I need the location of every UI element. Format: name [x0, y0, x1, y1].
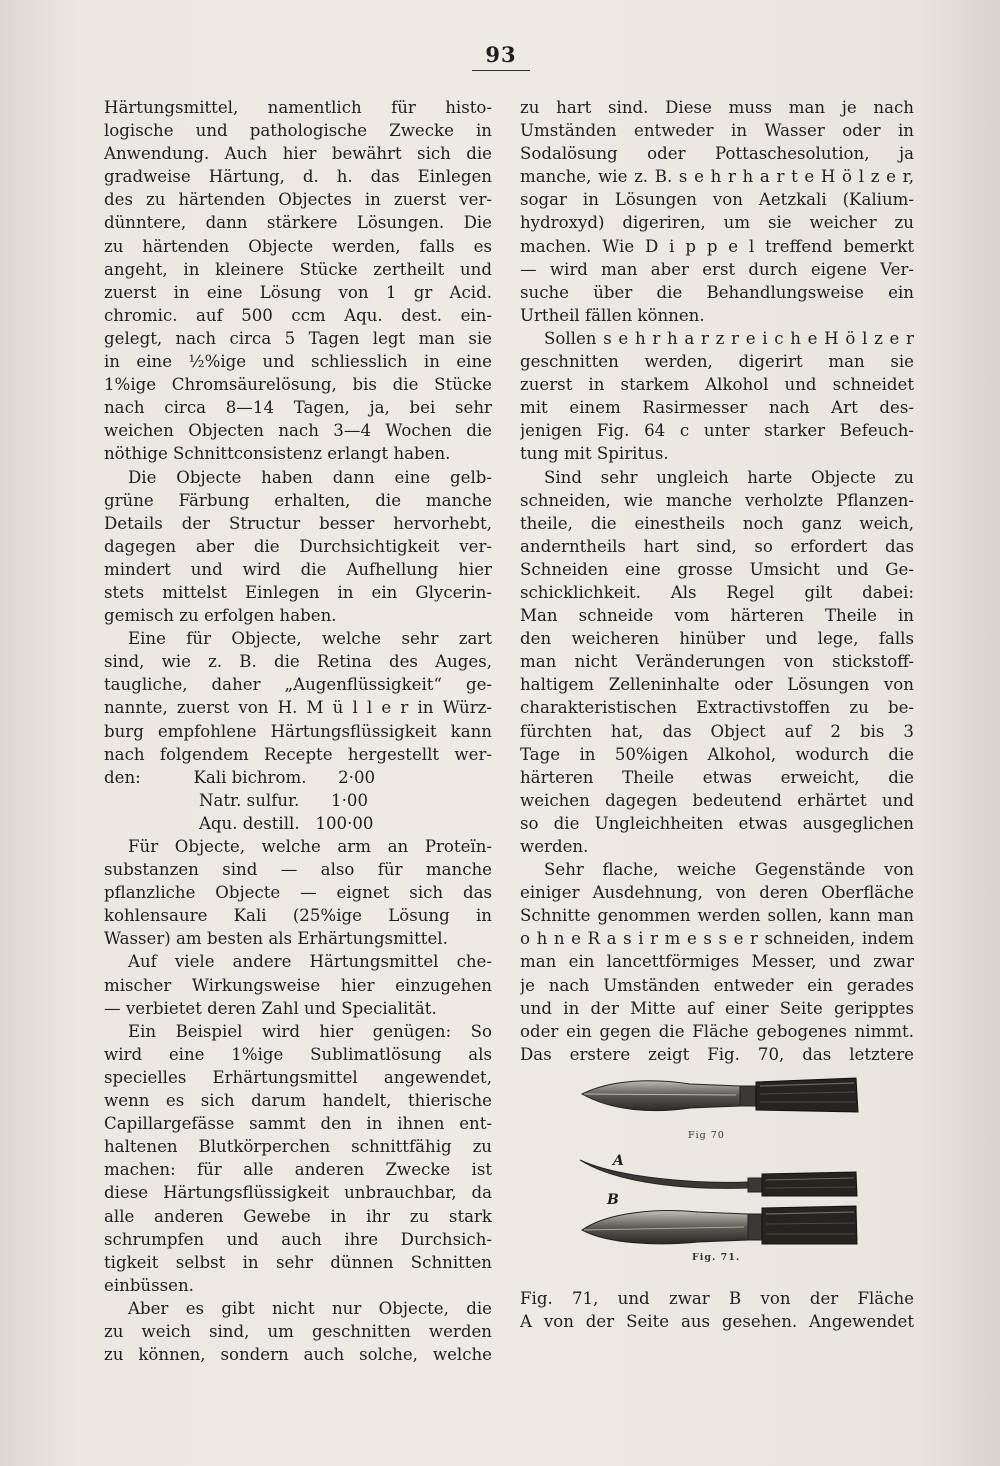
text-line: gemisch zu erfolgen haben. [104, 606, 337, 626]
text-line: angeht, in kleinere Stücke zertheilt und [104, 259, 492, 279]
text-line: diese Härtungsflüssigkeit unbrauchbar, da [104, 1183, 492, 1203]
text-line: nannte, zuerst von H. M ü l l e r in Würz- [104, 698, 492, 718]
right-column [520, 96, 914, 1066]
text-line: theile, die einestheils noch ganz weich, [520, 513, 914, 533]
text-line: nach circa 8—14 Tagen, ja, bei sehr [104, 398, 492, 418]
text-line: Fig. 71, und zwar B von der Fläche [520, 1289, 914, 1308]
figure-71-curved-knife [578, 1152, 860, 1248]
figure-71-label-b: B [607, 1192, 619, 1208]
figure-71-caption: Fig. 71. [692, 1252, 741, 1263]
text-line: oder ein gegen die Fläche gebogenes nimmt. [520, 1021, 914, 1041]
text-line: so die Ungleichheiten etwas ausgeglichen [520, 813, 914, 833]
text-line: sogar in Lösungen von Aetzkali (Kalium- [520, 190, 914, 210]
text-line: machen: für alle anderen Zwecke ist [104, 1160, 492, 1180]
text-line: schrumpfen und auch ihre Durchsich- [104, 1229, 492, 1249]
text-line: Das erstere zeigt Fig. 70, das letztere [520, 1044, 914, 1064]
text-line: anderntheils hart sind, so erfordert das [520, 536, 914, 556]
text-line: dagegen aber die Durchsichtigkeit ver- [104, 536, 492, 556]
text-line: fürchten hat, das Object auf 2 bis 3 [520, 721, 914, 741]
text-line: zuerst in eine Lösung von 1 gr Acid. [104, 282, 492, 302]
text-line: Sollen s e h r h a r z r e i c h e H ö l z e r [544, 328, 914, 348]
text-line: zu härtenden Objecte werden, falls es [104, 236, 492, 256]
text-line: haltigem Zelleninhalte oder Lösungen von [520, 675, 914, 695]
text-line: weichen Objecten nach 3—4 Wochen die [104, 421, 492, 441]
text-line: zu hart sind. Diese muss man je nach [520, 98, 914, 117]
text-line: schneiden, wie manche verholzte Pflanzen- [520, 490, 914, 510]
text-line: gradweise Härtung, d. h. das Einlegen [104, 167, 492, 187]
text-line: in eine ½%ige und schliesslich in eine [104, 352, 492, 372]
text-line: charakteristischen Extractivstoffen zu be- [520, 698, 914, 718]
text-line: Sodalösung oder Pottaschesolution, ja [520, 144, 914, 164]
text-line: Tage in 50%igen Alkohol, wodurch die [520, 744, 914, 764]
text-line: specielles Erhärtungsmittel angewendet, [104, 1067, 492, 1087]
text-line: — verbietet deren Zahl und Specialität. [104, 998, 437, 1018]
left-column [104, 96, 492, 1366]
text-line: Anwendung. Auch hier bewährt sich die [104, 144, 492, 164]
figure-70-caption: Fig 70 [688, 1130, 725, 1141]
text-line: Eine für Objecte, welche sehr zart [128, 629, 492, 649]
text-line: Aber es gibt nicht nur Objecte, die [128, 1298, 492, 1318]
text-line: einbüssen. [104, 1275, 194, 1295]
text-line: Die Objecte haben dann eine gelb- [128, 467, 492, 487]
text-line: logische und pathologische Zwecke in [104, 121, 492, 141]
text-line: Ein Beispiel wird hier genügen: So [128, 1021, 492, 1041]
text-line: mit einem Rasirmesser nach Art des- [520, 398, 914, 418]
text-line: substanzen sind — also für manche [104, 860, 492, 880]
text-line: Härtungsmittel, namentlich für histo- [104, 98, 492, 117]
text-line: chromic. auf 500 ccm Aqu. dest. ein- [104, 305, 492, 325]
text-line: jenigen Fig. 64 c unter starker Befeuch- [520, 421, 914, 441]
right-column-after-figures [520, 1287, 914, 1333]
text-line: zu weich sind, um geschnitten werden [104, 1321, 492, 1341]
text-line: stets mittelst Einlegen in ein Glycerin- [104, 582, 492, 602]
text-line: haltenen Blutkörperchen schnittfähig zu [104, 1137, 492, 1157]
text-line: man ein lancettförmiges Messer, und zwar [520, 952, 914, 972]
text-line: sind, wie z. B. die Retina des Auges, [104, 652, 492, 672]
text-line: werden. [520, 837, 589, 856]
text-line: zuerst in starkem Alkohol und schneidet [520, 375, 914, 395]
text-line: härteren Theile etwas erweicht, die [520, 767, 914, 787]
text-line: nöthige Schnittconsistenz erlangt haben. [104, 444, 451, 464]
text-line: Sehr flache, weiche Gegenstände von [544, 860, 914, 880]
text-line: Capillargefässe sammt den in ihnen ent- [104, 1114, 492, 1134]
text-line: Man schneide vom härteren Theile in [520, 606, 914, 626]
text-line: hydroxyd) digeriren, um sie weicher zu [520, 213, 914, 233]
text-line: wird eine 1%ige Sublimatlösung als [104, 1044, 492, 1064]
text-line: Wasser) am besten als Erhärtungsmittel. [104, 929, 448, 949]
text-line: alle anderen Gewebe in ihr zu stark [104, 1206, 492, 1226]
text-line: Auf viele andere Härtungsmittel che- [128, 952, 492, 972]
text-line: o h n e R a s i r m e s s e r schneiden, indem [520, 929, 914, 949]
text-line: je nach Umständen entweder ein gerades [520, 975, 914, 995]
text-line: taugliche, daher „Augenflüssigkeit“ ge- [104, 675, 492, 695]
text-line: den weicheren hinüber und lege, falls [520, 629, 914, 649]
text-line: gelegt, nach circa 5 Tagen legt man sie [104, 328, 492, 348]
text-line: manche, wie z. B. s e h r h a r t e H ö l z e r, [520, 167, 914, 187]
text-line: schicklichkeit. Als Regel gilt dabei: [520, 582, 914, 602]
text-line: Natr. sulfur. 1·00 [104, 790, 368, 810]
text-line: Aqu. destill. 100·00 [104, 813, 374, 833]
figure-70-lancet-knife [580, 1072, 860, 1120]
text-line: geschnitten werden, digerirt man sie [520, 352, 914, 372]
text-line: mindert und wird die Aufhellung hier [104, 559, 492, 579]
text-line: suche über die Behandlungsweise ein [520, 282, 914, 302]
text-line: Details der Structur besser hervorhebt, [104, 513, 492, 533]
text-line: 1%ige Chromsäurelösung, bis die Stücke [104, 375, 492, 395]
text-line: Urtheil fällen können. [520, 305, 705, 325]
text-line: Sind sehr ungleich harte Objecte zu [544, 467, 914, 487]
text-line: Schnitte genommen werden sollen, kann man [520, 906, 914, 926]
text-line: nach folgendem Recepte hergestellt wer- [104, 744, 492, 764]
text-line: den: Kali bichrom. 2·00 [104, 767, 376, 787]
text-line: A von der Seite aus gesehen. Angewendet [520, 1312, 914, 1332]
text-line: machen. Wie D i p p e l treffend bemerkt [520, 236, 914, 256]
page-number-rule [472, 70, 530, 71]
text-line: tung mit Spiritus. [520, 444, 669, 464]
figure-71-label-a: A [613, 1153, 624, 1169]
text-line: dünntere, dann stärkere Lösungen. Die [104, 213, 492, 233]
text-line: des zu härtenden Objectes in zuerst ver- [104, 190, 492, 210]
text-line: wenn es sich darum handelt, thierische [104, 1091, 492, 1111]
text-line: Umständen entweder in Wasser oder in [520, 121, 914, 141]
text-line: kohlensaure Kali (25%ige Lösung in [104, 906, 492, 926]
text-line: und in der Mitte auf einer Seite geripptes [520, 998, 914, 1018]
text-line: Schneiden eine grosse Umsicht und Ge- [520, 559, 914, 579]
text-line: Für Objecte, welche arm an Proteïn- [128, 837, 492, 856]
page-number: 93 [485, 42, 517, 67]
text-line: weichen dagegen bedeutend erhärtet und [520, 790, 914, 810]
text-line: grüne Färbung erhalten, die manche [104, 490, 492, 510]
text-line: zu können, sondern auch solche, welche [104, 1345, 492, 1365]
text-line: tigkeit selbst in sehr dünnen Schnitten [104, 1252, 492, 1272]
text-line: — wird man aber erst durch eigene Ver- [520, 259, 914, 279]
text-line: mischer Wirkungsweise hier einzugehen [104, 975, 492, 995]
text-line: man nicht Veränderungen von stickstoff- [520, 652, 914, 672]
text-line: pflanzliche Objecte — eignet sich das [104, 883, 492, 903]
text-line: burg empfohlene Härtungsflüssigkeit kann [104, 721, 492, 741]
text-line: einiger Ausdehnung, von deren Oberfläche [520, 883, 914, 903]
